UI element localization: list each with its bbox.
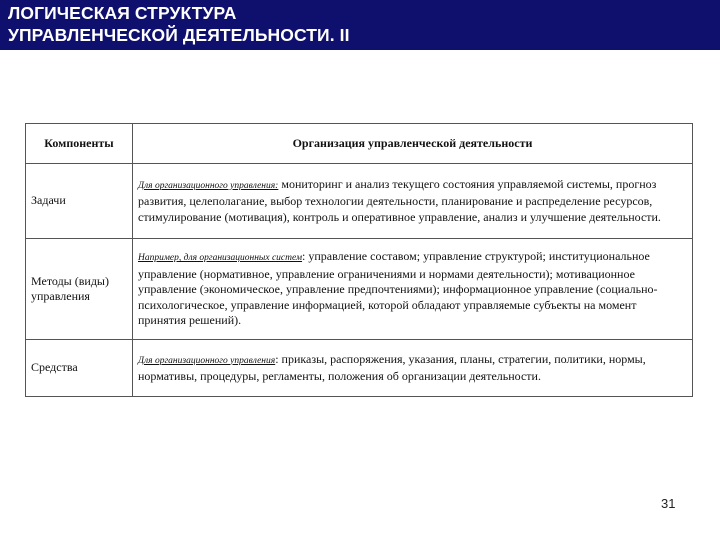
description-lead: Например, для организационных систем xyxy=(138,253,303,264)
column-header-organization: Организация управленческой деятельности xyxy=(133,124,693,164)
table-row xyxy=(26,239,693,340)
table-header-row xyxy=(26,124,693,164)
component-cell: Задачи xyxy=(26,164,133,239)
page-title-line-1: ЛОГИЧЕСКАЯ СТРУКТУРА xyxy=(8,3,237,23)
description-cell xyxy=(133,340,693,397)
description-cell xyxy=(133,239,693,340)
description-text: мониторинг и анализ текущего состояния управляемой системы, прогноз развития, целеполагание, выбор технологии деятельности, планирование и распределение ресурсов, стимулирование (мотивация), контроль и оперативное управление, анализ и улучшение деятельности. xyxy=(138,176,661,224)
component-cell: Методы (виды) управления xyxy=(26,239,133,340)
page-number: 31 xyxy=(661,496,676,511)
title-bar xyxy=(0,0,720,50)
management-activity-table xyxy=(25,123,693,397)
column-header-components: Компоненты xyxy=(26,124,133,164)
description-text: : приказы, распоряжения, указания, планы, стратегии, политики, нормы, нормативы, процедуры, регламенты, положения об организации деятельности. xyxy=(138,351,646,383)
description-lead: Для организационного управления: xyxy=(138,180,279,191)
page-title-line-2: УПРАВЛЕНЧЕСКОЙ ДЕЯТЕЛЬНОСТИ. II xyxy=(8,25,350,45)
description-text: : управление составом; управление структурой; институциональное управление (нормативное, управление ограничениями и нормами деятельности); мотивационное управление (экономическое, управление предпочтениями); информационное управление (социально-психологическое, управление информацией, которой обладают управляемые субъекты на момент принятия решений). xyxy=(138,249,658,328)
component-cell: Средства xyxy=(26,340,133,397)
description-cell xyxy=(133,164,693,239)
table-row xyxy=(26,164,693,239)
table-row xyxy=(26,340,693,397)
description-lead: Для организационного управления xyxy=(138,355,276,366)
